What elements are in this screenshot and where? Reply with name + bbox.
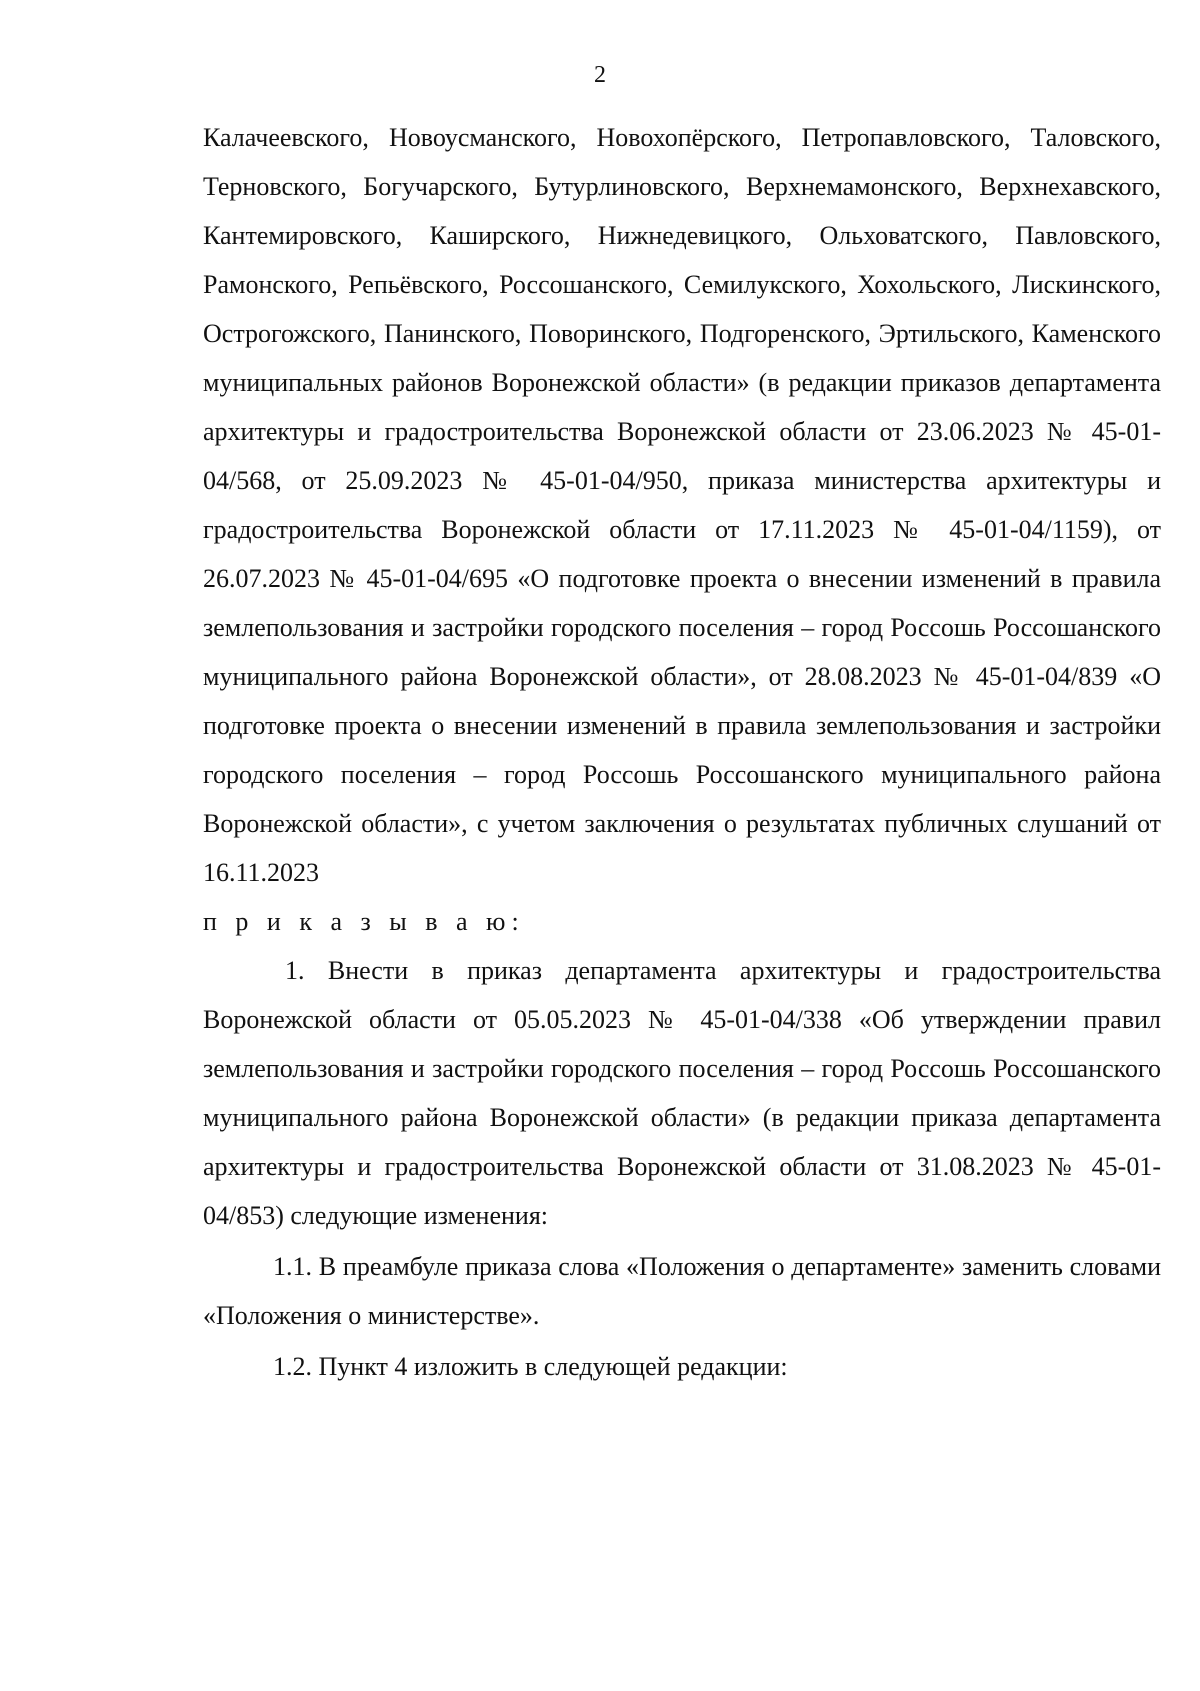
page-number: 2: [594, 62, 606, 88]
intro-paragraph: Калачеевского, Новоусманского, Новохопёрского, Петропавловского, Таловского, Терновского, Богучарского, Бутурлиновского, Верхнемамонского, Верхнехавского, Кантемировского, Каширского, Нижнедевицкого, Ольховатского, Павловского, Рамонского, Репьёвского, Россошанского, Семилукского, Хохольского, Лискинского, Острогожского, Панинского, Поворинского, Подгоренского, Эртильского, Каменского муниципальных районов Воронежской области» (в редакции приказов департамента архитектуры и градостроительства Воронежской области от 23.06.2023 № 45-01-04/568, от 25.09.2023 № 45-01-04/950, приказа министерства архитектуры и градостроительства Воронежской области от 17.11.2023 № 45-01-04/1159), от 26.07.2023 № 45-01-04/695 «О подготовке проекта о внесении изменений в правила землепользования и застройки городского поселения – город Россошь Россошанского муниципального района Воронежской области», от 28.08.2023 № 45-01-04/839 «О подготовке проекта о внесении изменений в правила землепользования и застройки городского поселения – город Россошь Россошанского муниципального района Воронежской области», с учетом заключения о результатах публичных слушаний от 16.11.2023: [203, 123, 1161, 887]
item-1-1-paragraph: 1.1. В преамбуле приказа слова «Положения о департаменте» заменить словами «Положения о министерстве».: [203, 1252, 1161, 1330]
item-1-paragraph: 1. Внести в приказ департамента архитектуры и градостроительства Воронежской области от 05.05.2023 № 45-01-04/338 «Об утверждении правил землепользования и застройки городского поселения – город Россошь Россошанского муниципального района Воронежской области» (в редакции приказа департамента архитектуры и градостроительства Воронежской области от 31.08.2023 № 45-01-04/853) следующие изменения:: [203, 956, 1161, 1230]
document-body: [203, 113, 1161, 1391]
order-word: п р и к а з ы в а ю:: [203, 907, 525, 936]
item-1-2-paragraph: 1.2. Пункт 4 изложить в следующей редакции:: [273, 1352, 788, 1381]
